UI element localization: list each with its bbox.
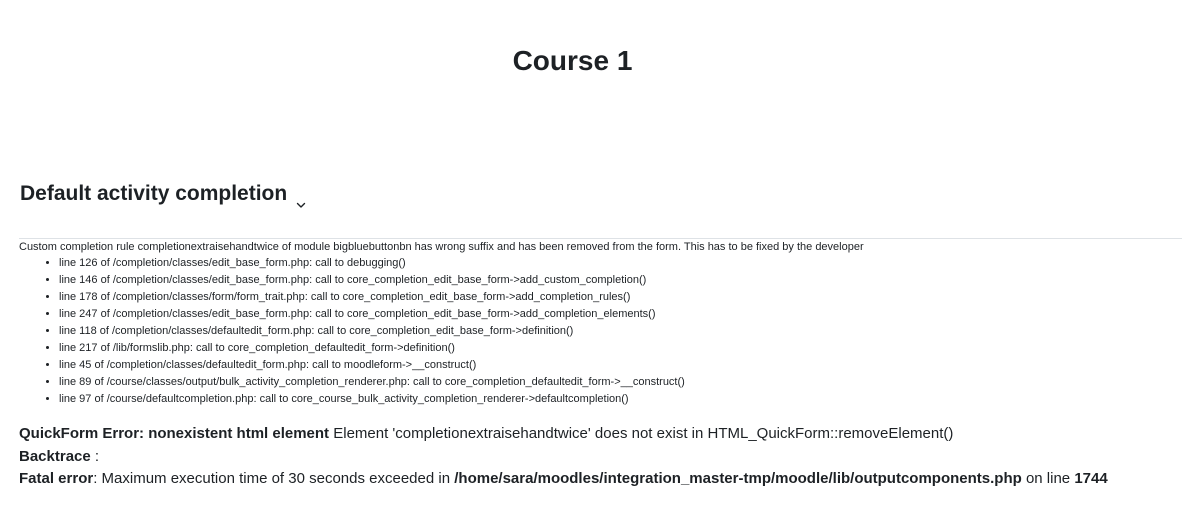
section-heading-title: Default activity completion bbox=[20, 182, 288, 205]
backtrace-item: • line 146 of /completion/classes/edit_base_form.php: call to core_completion_edit_base_form->add_custom_completion() bbox=[59, 272, 1169, 289]
quickform-error-line bbox=[19, 423, 1169, 446]
chevron-down-icon[interactable] bbox=[295, 190, 307, 202]
section-heading-toggle[interactable] bbox=[20, 180, 307, 208]
backtrace-suffix: : bbox=[90, 447, 100, 465]
debug-message: Custom completion rule completionextraisehandtwice of module bigbluebuttonbn has wrong suffix and has been removed from the form. This has to be fixed by the developer bbox=[19, 241, 864, 253]
backtrace-item: • line 97 of /course/defaultcompletion.php: call to core_course_bulk_activity_completion_renderer->defaultcompletion() bbox=[59, 391, 1169, 408]
fatal-error-path: /home/sara/moodles/integration_master-tmp/moodle/lib/outputcomponents.php bbox=[454, 470, 1022, 487]
backtrace-item: • line 217 of /lib/formslib.php: call to core_completion_defaultedit_form->definition() bbox=[59, 340, 1169, 357]
fatal-error-online: on line bbox=[1021, 470, 1075, 487]
php-error-block bbox=[19, 423, 1169, 491]
backtrace-line bbox=[19, 446, 1169, 469]
quickform-error-text: Element 'completionextraisehandtwice' does not exist in HTML_QuickForm::removeElement() bbox=[329, 425, 954, 442]
debug-notice bbox=[19, 240, 1169, 408]
backtrace-list bbox=[19, 255, 1169, 408]
backtrace-item: • line 45 of /completion/classes/defaultedit_form.php: call to moodleform->__construct() bbox=[59, 357, 1169, 374]
backtrace-item: • line 178 of /completion/classes/form/form_trait.php: call to core_completion_edit_base_form->add_completion_rules() bbox=[59, 289, 1169, 306]
quickform-error-label: QuickForm Error: nonexistent html element bbox=[19, 425, 330, 442]
page-title: Course 1 bbox=[512, 45, 633, 76]
fatal-error-label: Fatal error bbox=[19, 470, 94, 487]
fatal-error-line bbox=[19, 468, 1169, 491]
backtrace-item: • line 89 of /course/classes/output/bulk_activity_completion_renderer.php: call to core_completion_defaultedit_form->__construct() bbox=[59, 374, 1169, 391]
fatal-error-text: : Maximum execution time of 30 seconds exceeded in bbox=[93, 470, 455, 487]
backtrace-label: Backtrace bbox=[19, 447, 91, 465]
header-divider bbox=[19, 238, 1182, 239]
backtrace-item: • line 126 of /completion/classes/edit_base_form.php: call to debugging() bbox=[59, 255, 1169, 272]
backtrace-item: • line 118 of /completion/classes/defaultedit_form.php: call to core_completion_edit_base_form->definition() bbox=[59, 323, 1169, 340]
fatal-error-line-number: 1744 bbox=[1074, 470, 1108, 487]
backtrace-item: • line 247 of /completion/classes/edit_base_form.php: call to core_completion_edit_base_form->add_completion_elements() bbox=[59, 306, 1169, 323]
